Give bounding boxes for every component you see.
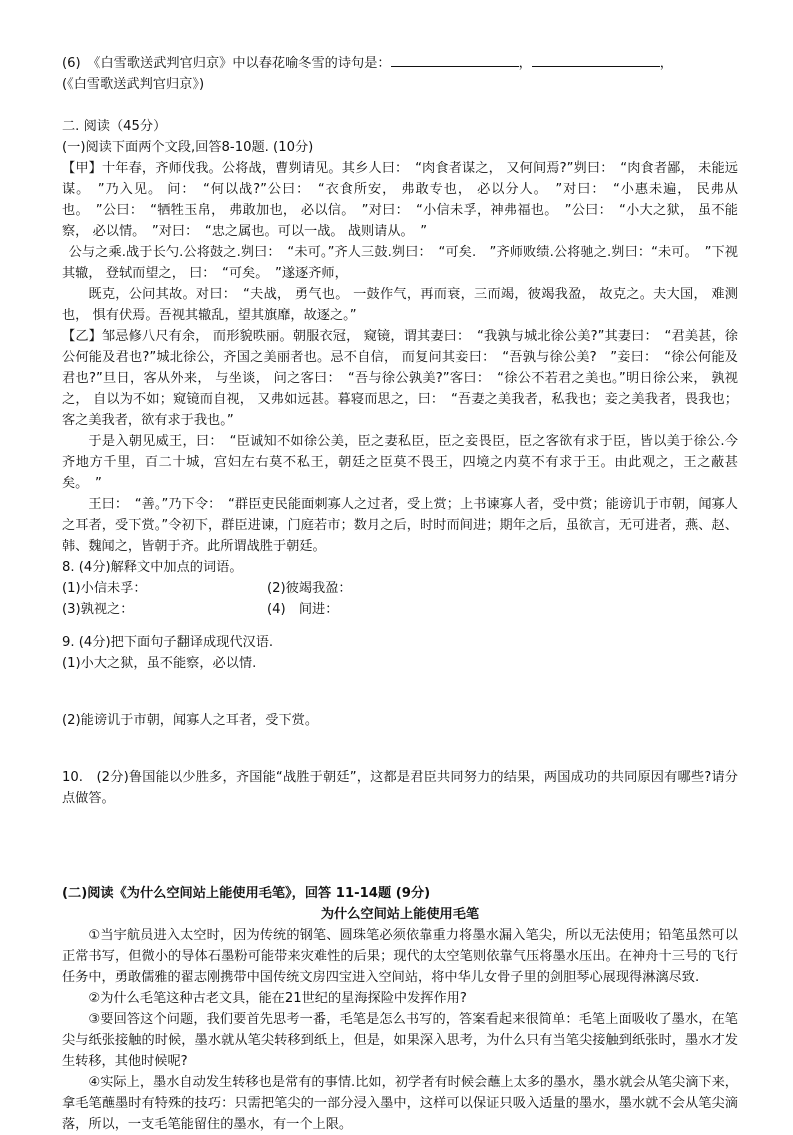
article-para-2: ②为什么毛笔这种古老文具，能在21世纪的星海探险中发挥作用? (88, 991, 467, 1006)
question-8-row-2 (62, 599, 738, 620)
passage-yi-p2: 于是入朝见威王，曰： “臣诚知不如徐公美，臣之妻私臣，臣之妾畏臣，臣之客欲有求于臣，皆以美于徐公.今齐地方千里，百二十城，宫妇左右莫不私王，朝廷之臣莫不畏王，四境之内莫不有求于王。由此观之，王之蔽甚矣。 ” (62, 434, 738, 491)
answer-blank-2[interactable] (532, 52, 660, 67)
question-6-prompt: (6) 《白雪歌送武判官归京》中以春花喻冬雪的诗句是： (62, 56, 391, 71)
question-10: 10. (2分)鲁国能以少胜多，齐国能“战胜于朝廷”，这都是君臣共同努力的结果，两国成功的共同原因有哪些?请分点做答。 (62, 770, 738, 806)
separator: ， (518, 56, 532, 71)
passage-jia-p1: 【甲】十年春，齐师伐我。公将战，曹刿请见。其乡人曰： “肉食者谋之， 又何间焉?”刿曰： “肉食者鄙， 未能远谋。 ”乃入见。 问： “何以战?”公曰： “衣食所安， 弗敢专也， 必以分人。 ”对曰： “小惠未遍， 民弗从也。 ”公曰： “牺牲玉帛， 弗敢加也， 必以信。 ”对曰： “小信未孚，神弗福也。 ”公曰： “小大之狱， 虽不能察， 必以情。 ”对曰： “忠之属也。可以一战。 战则请从。 ” (62, 161, 738, 239)
article-para-4: ④实际上，墨水自动发生转移也是常有的事情.比如，初学者有时候会蘸上太多的墨水，墨水就会从笔尖滴下来，拿毛笔蘸墨时有特殊的技巧：只需把笔尖的一部分浸入墨中，这样可以保证只吸入适量的墨水，墨水就不会从笔尖滴落，所以，一支毛笔能留住的墨水，有一个上限。 (62, 1075, 738, 1132)
article-title: 为什么空间站上能使用毛笔 (320, 907, 480, 922)
question-9-sentence-1: (1)小大之狱，虽不能察，必以情. (62, 656, 257, 671)
exam-page (62, 52, 738, 1135)
passage-jia-p3: 既克，公问其故。对曰： “夫战， 勇气也。 一鼓作气，再而衰，三而竭，彼竭我盈， 故克之。夫大国， 难测也， 惧有伏焉。吾视其辙乱，望其旗靡，故逐之。” (62, 287, 738, 323)
section-2-title: 二. 阅读（45分） (62, 119, 167, 134)
question-8-row-1 (62, 578, 738, 599)
article-para-3: ③要回答这个问题，我们要首先思考一番，毛笔是怎么书写的，答案看起来很简单：毛笔上面吸收了墨水，在笔尖与纸张接触的时候，墨水就从笔尖转移到纸上，但是，如果深入思考，为什么只有当笔尖接触到纸张时，墨水才发生转移，其他时候呢? (62, 1012, 738, 1069)
answer-blank-1[interactable] (391, 52, 519, 67)
question-9-title: 9. (4分)把下面句子翻译成现代汉语. (62, 635, 274, 650)
passage-yi-p1: 【乙】邹忌修八尺有余， 而形貌昳丽。朝服衣冠， 窥镜，谓其妻曰： “我孰与城北徐公美?”其妻曰： “君美甚，徐公何能及君也?”城北徐公，齐国之美丽者也。忌不自信， 而复问其妾曰： “吾孰与徐公美? ”妾曰： “徐公何能及君也?”旦日，客从外来， 与坐谈， 问之客曰： “吾与徐公孰美?”客曰： “徐公不若君之美也。”明日徐公来， 孰视之， 自以为不如；窥镜而自视， 又弗如远甚。暮寝而思之，曰： “吾妻之美我者，私我也；妾之美我者，畏我也；客之美我者，欲有求于我也。” (62, 329, 738, 428)
question-8-title: 8. (4分)解释文中加点的词语。 (62, 560, 243, 575)
part-2-intro: (二)阅读《为什么空间站上能使用毛笔》，回答 11-14题 (9分) (62, 886, 431, 901)
question-8-item-3: (3)孰视之： (62, 602, 134, 617)
question-6-source: (《白雪歌送武判官归京》) (62, 77, 205, 92)
question-8-item-4: (4) 间进： (267, 602, 339, 617)
part-1-intro: (一)阅读下面两个文段,回答8-10题. (10分) (62, 140, 314, 155)
passage-yi-p3: 王曰： “善。”乃下令： “群臣吏民能面刺寡人之过者，受上赏；上书谏寡人者，受中赏；能谤讥于市朝，闻寡人之耳者，受下赏。”令初下，群臣进谏，门庭若市；数月之后，时时而间进；期年之后，虽欲言，无可进者，燕、赵、韩、魏闻之，皆朝于齐。此所谓战胜于朝廷。 (62, 497, 738, 554)
question-8-item-1: (1)小信未孚： (62, 581, 147, 596)
question-8-item-2: (2)彼竭我盈： (267, 581, 352, 596)
article-para-1: ①当宇航员进入太空时，因为传统的钢笔、圆珠笔必须依靠重力将墨水漏入笔尖，所以无法使用；铅笔虽然可以正常书写，但微小的导体石墨粉可能带来灾难性的后果；现代的太空笔则依靠气压将墨水压出。在神舟十三号的飞行任务中，勇敢儒雅的翟志刚携带中国传统文房四宝进入空间站，将中华儿女骨子里的剑胆琴心展现得淋漓尽致. (62, 928, 738, 985)
separator: ， (659, 56, 673, 71)
question-6 (62, 52, 738, 74)
passage-jia-p2: 公与之乘.战于长勺.公将鼓之.刿曰： “未可。”齐人三鼓.刿曰： “可矣. ”齐师败绩.公将驰之.刿曰：“未可。 ”下视其辙， 登轼而望之， 曰： “可矣。 ”遂逐齐师， (62, 245, 738, 281)
question-9-sentence-2: (2)能谤讥于市朝，闻寡人之耳者，受下赏。 (62, 713, 319, 728)
